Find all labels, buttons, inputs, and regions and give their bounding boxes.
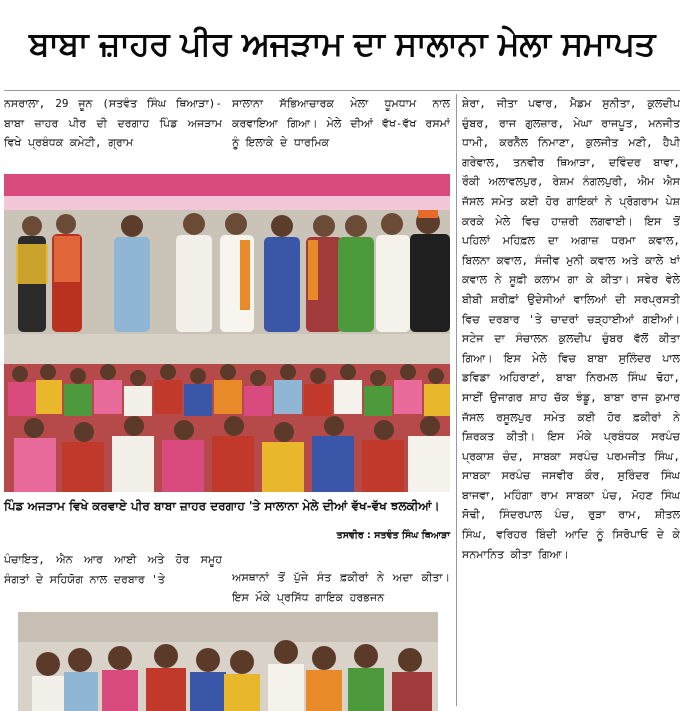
article-column-1-top: ਨਸਰਾਲਾ, 29 ਜੂਨ (ਸਤਵੰਤ ਸਿੰਘ ਥਿਆੜਾ)-ਬਾਬਾ ਜ਼ਾਹਰ ਪੀਰ ਦੀ ਦਰਗਾਹ ਪਿੰਡ ਅਜੜਾਮ ਵਿਖੇ ਪ੍ਰਬੰਧਕ ਕਮੇਟੀ, ਗ੍ਰਾਮ (4, 97, 222, 150)
article-column-2-top: ਸਾਲਾਨਾ ਸੱਭਿਆਚਾਰਕ ਮੇਲਾ ਧੂਮਧਾਮ ਨਾਲ ਕਰਵਾਇਆ ਗਿਆ। ਮੇਲੇ ਦੀਆਂ ਵੱਖ-ਵੱਖ ਰਸਮਾਂ ਨੂੰ ਇਲਾਕੇ ਦੇ ਧਾਰਮਿਕ (232, 97, 450, 150)
event-photo-collage (4, 174, 450, 492)
article-column-1-bottom: ਪੰਚਾਇਤ, ਐਨ ਆਰ ਆਈ ਅਤੇ ਹੋਰ ਸਮੂਹ ਸੰਗਤਾਂ ਦੇ ਸਹਿਯੋਗ ਨਾਲ ਦਰਬਾਰ 'ਤੇ (4, 553, 222, 586)
photo-credit: ਤਸਵੀਰ : ਸਤਵੰਤ ਸਿੰਘ ਥਿਆੜਾ (336, 530, 450, 541)
group-photo (18, 612, 438, 711)
column-divider (456, 94, 457, 706)
article-column-3: ਸ਼ੇਰਾ, ਜੀਤਾ ਪਵਾਰ, ਮੈਡਮ ਸੁਨੀਤਾ, ਕੁਲਦੀਪ ਚੁੰਬਰ, ਰਾਜ ਗੁਲਜ਼ਾਰ, ਮੇਘਾ ਰਾਜਪੂਤ, ਮਨਜੀਤ ਧਾਮੀ, ਕਰਨੈਲ ਨਿਮਾਣਾ, ਕੁਲਜੀਤ ਮਣੀ, ਹੈਪੀ ਗਰੇਵਾਲ, ਤਨਵੀਰ ਥਿਆੜਾ, ਦਵਿੰਦਰ ਬਾਵਾ, ਰੌਕੀ ਅਲਾਵਲਪੁਰ, ਰੇਸ਼ਮ ਨੰਗਲਪੁਰੀ, ਐਮ ਐਸ ਜੱਸਲ ਸਮੇਤ ਕਈ ਹੋਰ ਗਾਇਕਾਂ ਨੇ ਪ੍ਰੋਗਰਾਮ ਪੇਸ਼ ਕਰਕੇ ਮੇਲੇ ਵਿਚ ਹਾਜ਼ਰੀ ਲਗਵਾਈ। ਇਸ ਤੋਂ ਪਹਿਲਾਂ ਮਹਿਫ਼ਲ ਦਾ ਅਗਾਜ਼ ਧਰਮਾ ਕਵਾਲ, ਬਿਲਨਾ ਕਵਾਲ, ਸੰਜੀਵ ਮੁਨੀ ਕਵਾਲ ਅਤੇ ਕਾਲੇ ਖਾਂ ਕਵਾਲ ਨੇ ਸੂਫ਼ੀ ਕਲਾਮ ਗਾ ਕੇ ਕੀਤਾ। ਸਵੇਰ ਵੇਲੇ ਬੀਬੀ ਸ਼ਰੀਫ਼ਾਂ ਉਦੇਸੀਆਂ ਵਾਲਿਆਂ ਦੀ ਸਰਪ੍ਰਸਤੀ ਵਿਚ ਦਰਬਾਰ 'ਤੇ ਚਾਦਰਾਂ ਚੜ੍ਹਾਈਆਂ ਗਈਆਂ। ਸਟੇਜ ਦਾ ਸੰਚਾਲਨ ਕੁਲਦੀਪ ਚੁੰਬਰ ਵੱਲੋਂ ਕੀਤਾ ਗਿਆ। ਇਸ ਮੇਲੇ ਵਿਚ ਬਾਬਾ ਸੁਲਿੰਦਰ ਪਾਲ ਡਵਿਡਾ ਅਹਿਰਾਣਾਂ, ਬਾਬਾ ਨਿਰਮਲ ਸਿੰਘ ਢੋਹਾ, ਸਾਈਂ ਉਜਾਗਰ ਸ਼ਾਹ ਚੱਕ ਝੰਡੂ, ਬਾਬਾ ਰਾਜ ਕੁਮਾਰ ਜੱਸਲ ਰਸੂਲਪੁਰ ਸਮੇਤ ਕਈ ਹੋਰ ਫ਼ਕੀਰਾਂ ਨੇ ਸ਼ਿਰਕਤ ਕੀਤੀ। ਇਸ ਮੌਕੇ ਪ੍ਰਬੰਧਕ ਸਰਪੰਚ ਪ੍ਰਕਾਸ਼ ਚੰਦ, ਸਾਬਕਾ ਸਰਪੰਚ ਪਰਮਜੀਤ ਸਿੰਘ, ਸਾਬਕਾ ਸਰਪੰਚ ਜਸਵੀਰ ਕੌਰ, ਸੁਰਿੰਦਰ ਸਿੰਘ ਬਾਜਵਾ, ਮਹਿੰਗਾ ਰਾਮ ਸਾਬਕਾ ਪੰਚ, ਮੋਹਣ ਸਿੰਘ ਸੋਢੀ, ਸਿੰਦਰਪਾਲ ਪੰਚ, ਰੁੜਾ ਰਾਮ, ਸ਼ੀਤਲ ਸਿੰਘ, ਵਰਿਹਰ ਬਿੰਦੀ ਆਦਿ ਨੂੰ ਸਿਰੋਪਾਓ ਦੇ ਕੇ ਸਨਮਾਨਿਤ ਕੀਤਾ ਗਿਆ। (462, 97, 680, 561)
headline-rule (4, 90, 680, 91)
photo-caption: ਪਿੰਡ ਅਜੜਾਮ ਵਿਖੇ ਕਰਵਾਏ ਪੀਰ ਬਾਬਾ ਜ਼ਾਹਰ ਦਰਗਾਹ 'ਤੇ ਸਾਲਾਨਾ ਮੇਲੇ ਦੀਆਂ ਵੱਖ-ਵੱਖ ਝਲਕੀਆਂ। (4, 499, 440, 513)
article-column-2-bottom: ਅਸਥਾਨਾਂ ਤੋਂ ਪੁੱਜੇ ਸੰਤ ਫ਼ਕੀਰਾਂ ਨੇ ਅਦਾ ਕੀਤਾ। ਇਸ ਮੌਕੇ ਪ੍ਰਸਿੱਧ ਗਾਇਕ ਹਰਭਜਨ (232, 571, 450, 604)
headline: ਬਾਬਾ ਜ਼ਾਹਰ ਪੀਰ ਅਜੜਾਮ ਦਾ ਸਾਲਾਨਾ ਮੇਲਾ ਸਮਾਪਤ (29, 24, 655, 63)
